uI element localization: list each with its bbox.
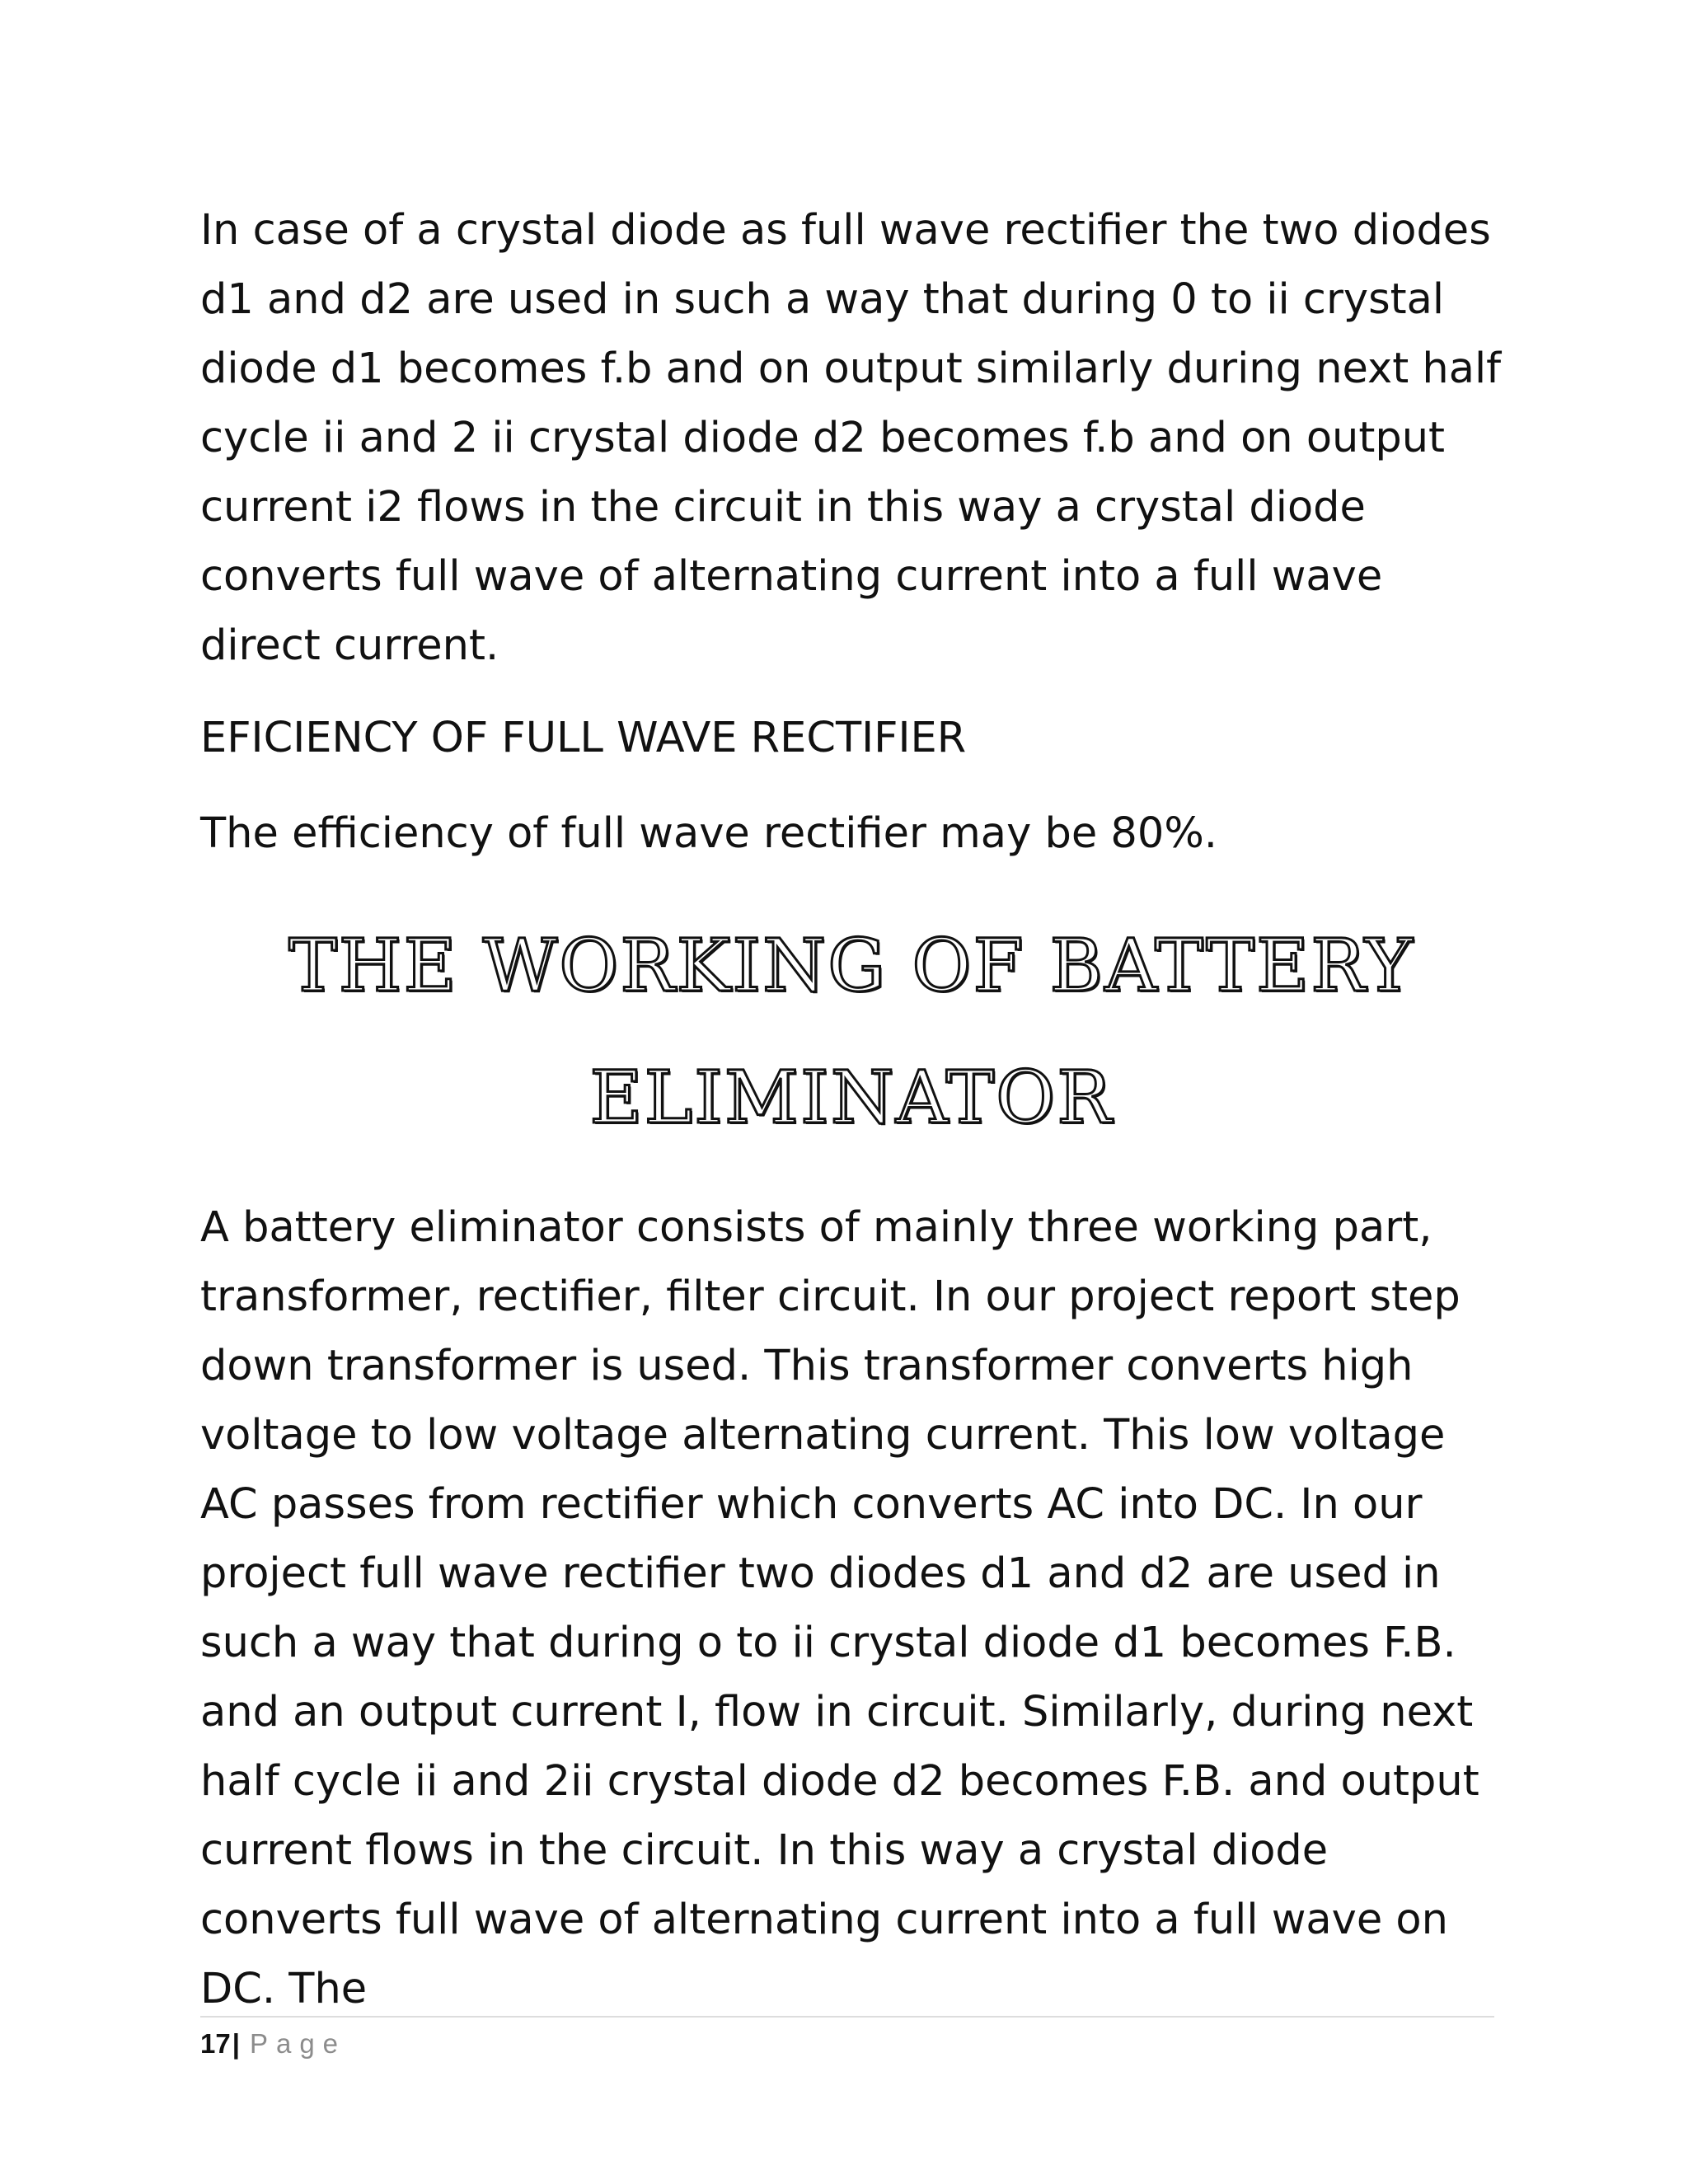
page-footer	[200, 2016, 1494, 2060]
page-number: 17	[200, 2028, 231, 2059]
footer-separator: |	[232, 2028, 240, 2059]
page-content	[200, 196, 1503, 2024]
paragraph-full-wave-rectifier: In case of a crystal diode as full wave rectifier the two diodes d1 and d2 are used in such a way that during 0 to ii crystal diode d1 becomes f.b and on output similarly during next half cycle ii and 2 ii crystal diode d2 becomes f.b and on output current i2 flows in the circuit in this way a crystal diode converts full wave of alternating current into a full wave direct current.	[200, 206, 1502, 670]
page-label: Page	[249, 2028, 347, 2059]
page-title: THE WORKING OF BATTERY ELIMINATOR	[288, 923, 1414, 1140]
section-heading-efficiency: EFICIENCY OF FULL WAVE RECTIFIER	[200, 714, 967, 762]
paragraph-battery-eliminator: A battery eliminator consists of mainly three working part, transformer, rectifier, filter circuit. In our project report step down transformer is used. This transformer converts high voltage to low voltage alternating current. This low voltage AC passes from rectifier which converts AC into DC. In our project full wave rectifier two diodes d1 and d2 are used in such a way that during o to ii crystal diode d1 becomes F.B. and an output current I, flow in circuit. Similarly, during next half cycle ii and 2ii crystal diode d2 becomes F.B. and output current flows in the circuit. In this way a crystal diode converts full wave of alternating current into a full wave on DC. The	[200, 1203, 1479, 2013]
paragraph-efficiency: The efficiency of full wave rectifier may be 80%.	[200, 809, 1217, 858]
